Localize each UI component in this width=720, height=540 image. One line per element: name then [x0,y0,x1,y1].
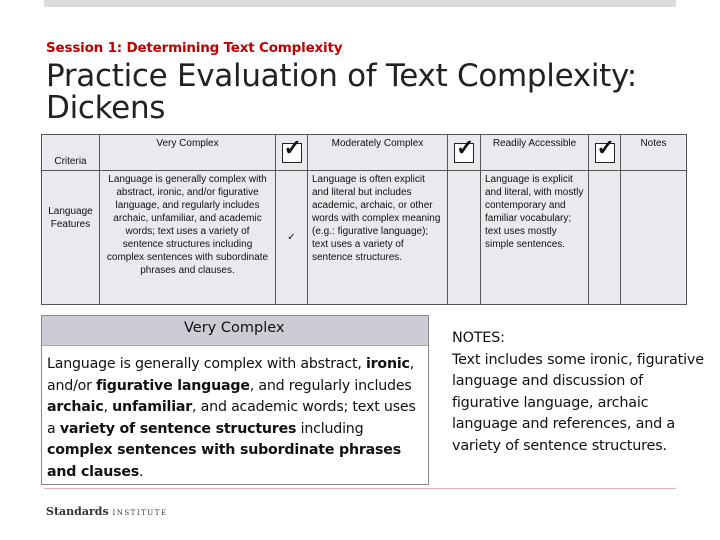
very-complex-description: Language is generally complex with abstract, ironic, and/or figurative language, and regularly includes archaic, unfamiliar, and academic words; text uses a variety of sentence structures including complex sentences with subordinate phrases and clauses. [100,171,276,305]
checkbox-icon: ✓ [454,143,474,163]
moderately-complex-description: Language is often explicit and literal but includes academic, archaic, or other words with complex meaning (e.g.: figurative language); text uses a variety of sentence structures. [308,171,448,305]
very-complex-detail-box [41,315,429,485]
very-complex-header: Very Complex [100,135,276,171]
notes-header: Notes [621,135,687,171]
top-bar [44,0,676,7]
footer-divider [44,488,676,489]
table-header-row [42,135,687,171]
detail-text: Language is generally complex with abstract, ironic, and/or figurative language, and regularly includes archaic, unfamiliar, and academic words; text uses a variety of sentence structures including complex sentences with subordinate phrases and clauses. [47,356,416,480]
notes-cell[interactable] [621,171,687,305]
readily-accessible-checkbox[interactable] [589,135,621,171]
readily-accessible-header: Readily Accessible [481,135,589,171]
detail-heading: Very Complex [184,320,285,336]
moderately-complex-mark-cell [448,171,481,305]
moderately-complex-checkbox[interactable] [448,135,481,171]
detail-header [42,316,428,346]
evaluation-table [41,134,687,305]
table-row [42,171,687,305]
selected-check-icon: ✓ [276,171,308,305]
notes-heading: NOTES: [452,330,505,346]
language-features-label: Language Features [42,171,100,305]
standards-institute-logo: Standards INSTITUTE [46,505,168,518]
moderately-complex-header: Moderately Complex [308,135,448,171]
page-title: Practice Evaluation of Text Complexity: Dickens [46,58,637,126]
notes-block [452,328,714,458]
criteria-header: Criteria [42,135,100,171]
checkbox-icon: ✓ [595,143,615,163]
session-label: Session 1: Determining Text Complexity [46,40,343,56]
very-complex-checkbox[interactable] [276,135,308,171]
readily-accessible-description: Language is explicit and literal, with mostly contemporary and familiar vocabulary; text uses mostly simple sentences. [481,171,589,305]
checkbox-icon: ✓ [282,143,302,163]
readily-accessible-mark-cell [589,171,621,305]
notes-text: Text includes some ironic, figurative language and discussion of figurative language, archaic language and references, and a variety of sentence structures. [452,351,704,454]
